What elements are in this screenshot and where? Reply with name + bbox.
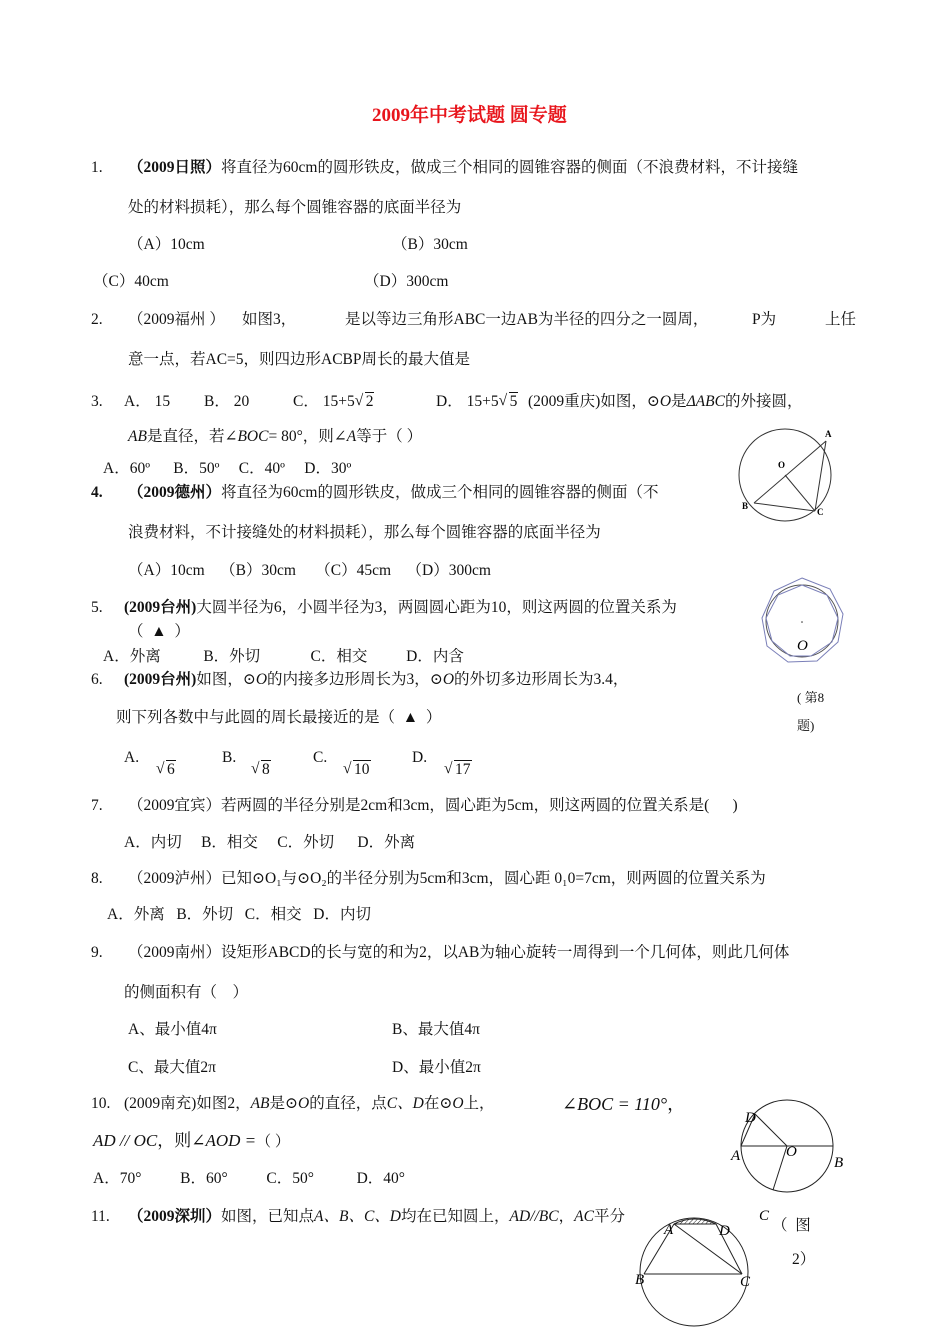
question-5-choices: A．外离 B．外切 C．相交 D．内含 <box>103 648 464 665</box>
sqrt-symbol: √ 6 <box>156 760 176 780</box>
question-4-line2: 浪费材料，不计接缝处的材料损耗），那么每个圆锥容器的底面半径为 <box>128 524 601 541</box>
question-3-choices: A．60º B．50º C．40º D．30º <box>103 460 352 477</box>
figure-caption-line2: 2） <box>792 1251 816 1268</box>
question-5-line1: (2009台州)大圆半径为6，小圆半径为3，两圆圆心距为10，则这两圆的位置关系为 <box>124 599 677 616</box>
question-2-text-d: 上任 <box>825 311 857 328</box>
question-8-choices: A．外离 B．外切 C．相交 D．内切 <box>107 906 371 923</box>
figure-label-c: C <box>759 1208 770 1224</box>
question-1-option-a: （A）10cm <box>128 236 205 253</box>
question-6-option-c-label: C. <box>313 749 328 766</box>
figure-label-o: O <box>797 638 808 654</box>
sqrt-symbol: √ 10 <box>343 760 371 780</box>
question-5-paren: （ ▲ ） <box>128 623 190 640</box>
question-5-number: 5. <box>91 599 103 616</box>
question-6-option-b-label: B. <box>222 749 237 766</box>
question-6-option-d-label: D. <box>412 749 428 766</box>
figure-caption-line1: （ 图 <box>772 1217 811 1234</box>
question-2-text-c: P为 <box>752 311 777 328</box>
question-1-option-b: （B）30cm <box>392 236 468 253</box>
question-7-number: 7. <box>91 797 103 814</box>
question-5-source: (2009台州) <box>124 599 197 616</box>
question-4-source: （2009德州） <box>128 484 222 501</box>
question-10-line1: (2009南充)如图2，AB是⊙O的直径，点C、D在⊙O上， <box>124 1095 495 1112</box>
question-6-line1: (2009台州)如图，⊙O的内接多边形周长为3，⊙O的外切多边形周长为3.4， <box>124 671 629 688</box>
question-1-option-d: （D）300cm <box>364 273 449 290</box>
question-3-line2: AB是直径，若∠BOC= 80°，则∠A等于（ ） <box>128 428 423 445</box>
question-3-option-d: D． 15+5√ 5 <box>436 392 518 412</box>
question-4-choices: （A）10cm （B）30cm （C）45cm （D）300cm <box>128 562 491 579</box>
question-10-angle: ∠BOC = 110°， <box>562 1094 686 1114</box>
sqrt-symbol: √ 17 <box>444 760 472 780</box>
question-9-option-a: A、最小值4π <box>128 1021 217 1038</box>
figure-label-d: D <box>719 1223 730 1239</box>
figure-circle-triangle <box>735 425 845 525</box>
figure-label-c: C <box>817 507 824 517</box>
sqrt-symbol: √ 5 <box>499 392 519 412</box>
question-9-option-b: B、最大值4π <box>392 1021 480 1038</box>
question-3-next-text: (2009重庆)如图，⊙O是ΔABC的外接圆， <box>528 393 803 410</box>
question-1-number: 1. <box>91 159 103 176</box>
figure-label-b: B <box>742 501 749 511</box>
sqrt-symbol: √ 2 <box>355 392 375 412</box>
question-10-choices: A．70° B．60° C．50° D．40° <box>93 1170 405 1187</box>
question-10-line2: AD // OC，则∠AOD =（ ） <box>93 1131 290 1150</box>
question-2-source: （2009福州 ） <box>128 311 225 328</box>
question-3-option-c: C． 15+5√ 2 <box>293 392 374 412</box>
question-6-option-c <box>343 760 371 780</box>
sqrt-symbol: √ 8 <box>251 760 271 780</box>
figure-label-a: A <box>731 1148 741 1164</box>
figure-caption-line1: ( 第8 <box>797 690 825 705</box>
figure-label-a: A <box>664 1222 674 1238</box>
question-9-option-c: C、最大值2π <box>128 1059 216 1076</box>
figure-inscribed-trapezoid <box>630 1210 760 1344</box>
question-1-option-c: （C）40cm <box>93 273 169 290</box>
question-3-option-a: A． 15 <box>124 393 171 410</box>
question-10-number: 10. <box>91 1095 111 1112</box>
figure-label-a: A <box>825 429 832 439</box>
question-2-number: 2. <box>91 311 103 328</box>
question-7-choices: A．内切 B．相交 C．外切 D．外离 <box>124 834 416 851</box>
question-6-option-b <box>251 760 271 780</box>
figure-polygons-circle <box>755 574 850 669</box>
question-6-line2: 则下列各数中与此圆的周长最接近的是（ ▲ ） <box>116 709 442 726</box>
question-8-number: 8. <box>91 870 103 887</box>
figure-caption-line2: 题) <box>797 718 815 733</box>
question-9-line1: （2009南州）设矩形ABCD的长与宽的和为2，以AB为轴心旋转一周得到一个几何体，则此几何体 <box>128 944 790 961</box>
question-2-text-b: 是以等边三角形ABC一边AB为半径的四分之一圆周， <box>345 311 709 328</box>
question-3-number: 3. <box>91 393 103 410</box>
figure-circle-diameter <box>725 1088 850 1224</box>
question-1-source: （2009日照） <box>128 159 222 176</box>
question-6-number: 6. <box>91 671 103 688</box>
question-1-text: 将直径为60cm的圆形铁皮，做成三个相同的圆锥容器的侧面（不浪费材料，不计接缝 <box>221 159 798 176</box>
question-6-option-a-label: A. <box>124 749 140 766</box>
question-6-option-a <box>156 760 176 780</box>
question-4-line1: （2009德州）将直径为60cm的圆形铁皮，做成三个相同的圆锥容器的侧面（不 <box>128 484 659 501</box>
question-8-line1: （2009泸州）已知⊙O₁与⊙O₂的半径分别为5cm和3cm，圆心距 0₁0=7cm，则两圆的位置关系为 <box>128 870 766 887</box>
figure-label-o: O <box>786 1144 797 1160</box>
question-6-source: (2009台州) <box>124 671 197 688</box>
question-9-option-d: D、最小值2π <box>392 1059 481 1076</box>
question-2-text-a: 如图3， <box>242 311 297 328</box>
figure-label-o: O <box>778 460 786 470</box>
question-2-line2: 意一点，若AC=5，则四边形ACBP周长的最大值是 <box>128 351 471 368</box>
page-title: 2009年中考试题 圆专题 <box>372 105 567 126</box>
figure-label-b: B <box>834 1155 844 1171</box>
figure-label-d: D <box>745 1110 756 1126</box>
question-4-number: 4. <box>91 484 103 501</box>
question-3-option-b: B． 20 <box>204 393 250 410</box>
question-9-line2: 的侧面积有（ ） <box>124 984 249 1001</box>
question-7-line1: （2009宜宾）若两圆的半径分别是2cm和3cm，圆心距为5cm，则这两圆的位置关系是( ) <box>128 797 738 814</box>
question-11-line1: （2009深圳）如图，已知点A、B、C、D均在已知圆上，AD//BC，AC平分 <box>128 1208 625 1225</box>
figure-label-c: C <box>740 1274 751 1290</box>
question-1-line2: 处的材料损耗），那么每个圆锥容器的底面半径为 <box>128 199 462 216</box>
question-9-number: 9. <box>91 944 103 961</box>
question-11-number: 11. <box>91 1208 110 1225</box>
question-6-option-d <box>444 760 472 780</box>
figure-label-b: B <box>635 1272 645 1288</box>
question-1-line1 <box>128 158 798 178</box>
